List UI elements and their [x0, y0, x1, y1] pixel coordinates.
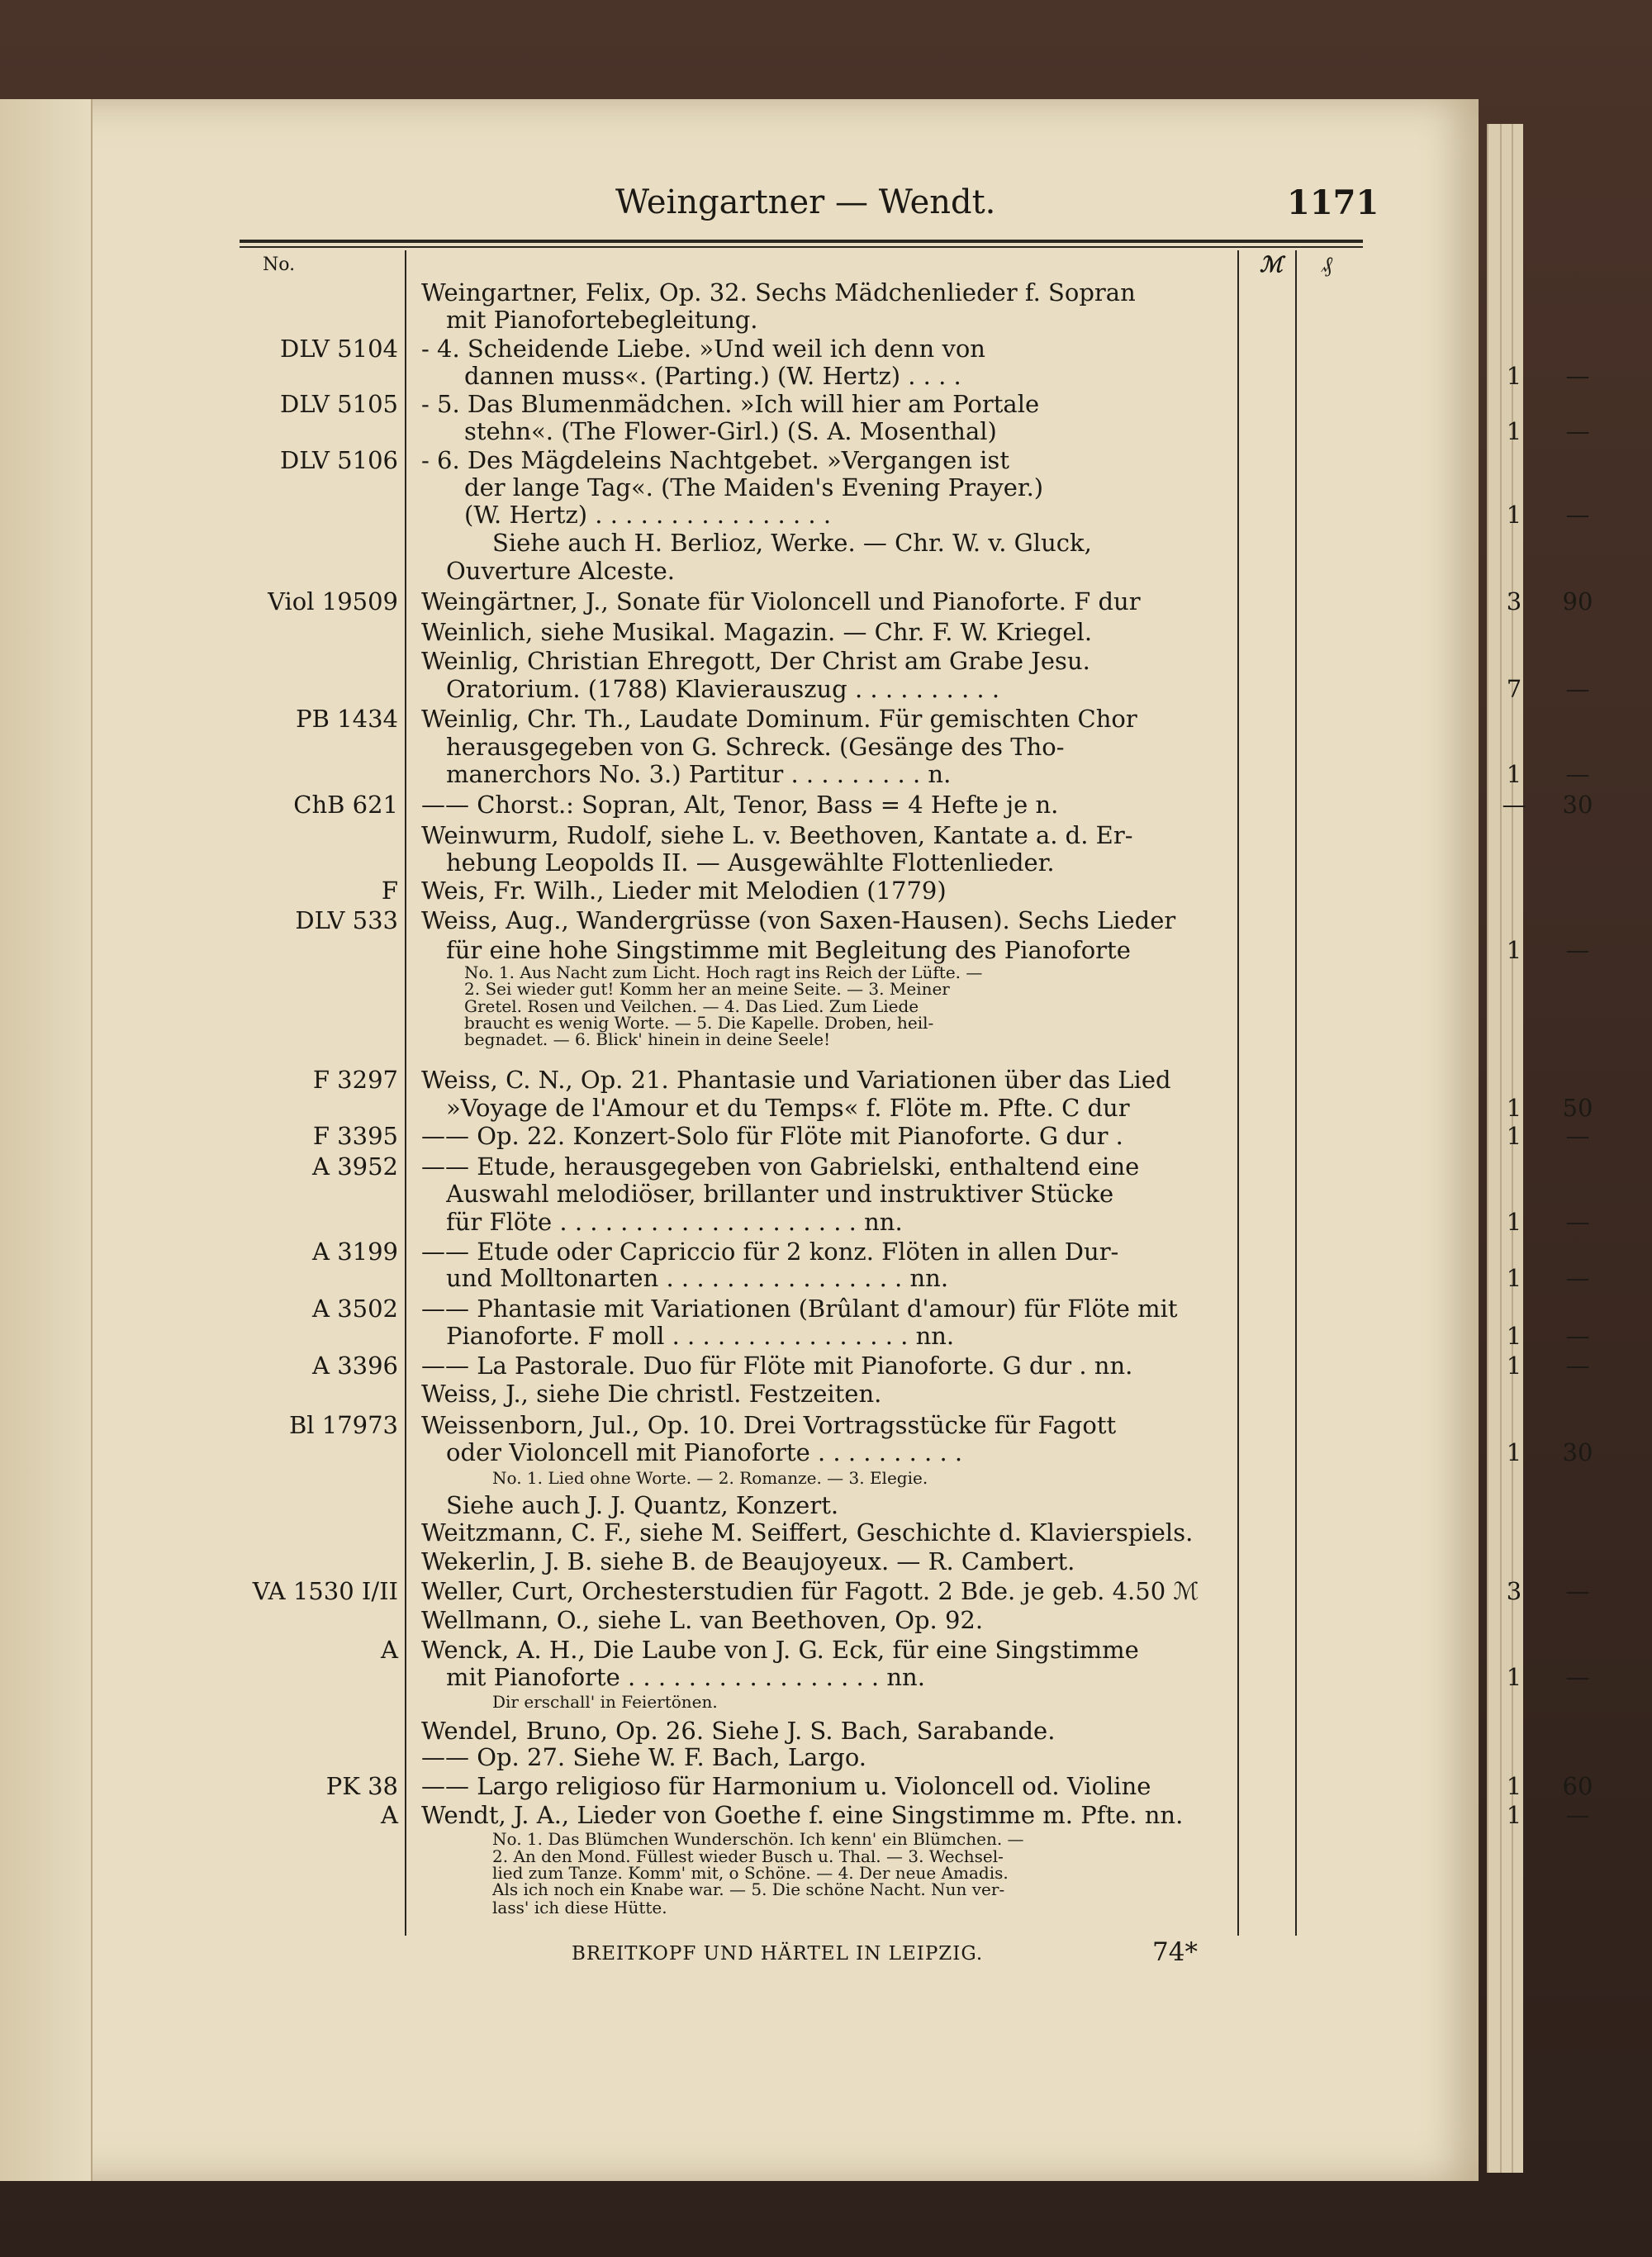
- catalog-row: [248, 1122, 1590, 1150]
- price-pfennig: —: [1565, 1352, 1590, 1380]
- entry-text: dannen muss«. (Parting.) (W. Hertz) . . . .: [464, 362, 961, 390]
- catalog-row: [248, 618, 1363, 646]
- catalog-number: VA 1530 I/II: [252, 1577, 398, 1605]
- catalog-row: [248, 1692, 1363, 1712]
- price-mark: 1: [1506, 1352, 1522, 1380]
- catalog-row: [248, 1743, 1363, 1771]
- catalog-number: A 3396: [312, 1352, 398, 1380]
- entry-text: Wendt, J. A., Lieder von Goethe f. eine Singstimme m. Pfte. nn.: [421, 1801, 1184, 1829]
- catalog-row: [248, 1238, 1363, 1266]
- catalog-row: [248, 390, 1363, 418]
- entry-text: —— Op. 22. Konzert-Solo für Flöte mit Pianoforte. G dur .: [421, 1122, 1123, 1150]
- catalog-row: [248, 1468, 1363, 1488]
- catalog-row: [248, 557, 1363, 585]
- catalog-number: A 3502: [312, 1295, 398, 1323]
- publisher-footer: BREITKOPF UND HÄRTEL IN LEIPZIG.: [572, 1943, 984, 1965]
- entry-text: für Flöte . . . . . . . . . . . . . . . . . . . . nn.: [446, 1208, 903, 1236]
- catalog-number: A 3952: [312, 1152, 398, 1181]
- price-pfennig: 30: [1562, 1438, 1593, 1466]
- entry-text: Weller, Curt, Orchesterstudien für Fagott. 2 Bde. je geb. 4.50 ℳ: [421, 1577, 1199, 1605]
- catalog-number: ChB 621: [293, 791, 398, 819]
- catalog-number: PB 1434: [296, 705, 398, 733]
- catalog-number: A: [381, 1636, 398, 1664]
- entry-text: mit Pianofortebegleitung.: [446, 306, 758, 334]
- price-mark: 1: [1506, 1264, 1522, 1292]
- column-header-mark: ℳ: [1260, 253, 1283, 278]
- catalog-row: [248, 1898, 1363, 1917]
- catalog-row: [248, 501, 1590, 529]
- catalog-row: [248, 1438, 1593, 1466]
- running-head: Weingartner — Wendt.: [615, 183, 996, 221]
- price-mark: 1: [1506, 1094, 1522, 1122]
- catalog-row: [248, 1208, 1590, 1236]
- catalog-row: [248, 1717, 1363, 1745]
- entry-text: stehn«. (The Flower-Girl.) (S. A. Mosenthal): [464, 417, 997, 445]
- price-mark: 1: [1506, 1322, 1522, 1350]
- entry-text: Weinlich, siehe Musikal. Magazin. — Chr. F. W. Kriegel.: [421, 618, 1093, 646]
- catalog-row: [248, 473, 1363, 501]
- catalog-row: [248, 936, 1590, 964]
- catalog-row: [248, 733, 1363, 761]
- entry-text: Als ich noch ein Knabe war. — 5. Die schöne Nacht. Nun ver-: [492, 1879, 1005, 1899]
- price-pfennig: —: [1565, 1663, 1590, 1691]
- entry-text: Siehe auch J. J. Quantz, Konzert.: [446, 1491, 839, 1519]
- catalog-row: [248, 1879, 1363, 1899]
- price-pfennig: 90: [1562, 587, 1593, 615]
- price-pfennig: —: [1565, 1801, 1590, 1829]
- catalog-number: F: [381, 877, 398, 905]
- entry-text: mit Pianoforte . . . . . . . . . . . . . . . . . nn.: [446, 1663, 925, 1691]
- entry-text: —— Etude oder Capriccio für 2 konz. Flöten in allen Dur-: [421, 1238, 1119, 1266]
- price-pfennig: —: [1565, 1264, 1590, 1292]
- entry-text: manerchors No. 3.) Partitur . . . . . . . . . n.: [446, 760, 952, 788]
- entry-text: No. 1. Das Blümchen Wunderschön. Ich kenn' ein Blümchen. —: [492, 1829, 1024, 1849]
- entry-text: oder Violoncell mit Pianoforte . . . . . . . . . .: [446, 1438, 963, 1466]
- catalog-row: [248, 705, 1363, 733]
- entry-text: Ouverture Alceste.: [446, 557, 675, 585]
- price-mark: 1: [1506, 936, 1522, 964]
- catalog-row: [248, 1663, 1590, 1691]
- entry-text: Wenck, A. H., Die Laube von J. G. Eck, für eine Singstimme: [421, 1636, 1139, 1664]
- column-header-no: No.: [263, 254, 296, 275]
- entry-text: Weinlig, Chr. Th., Laudate Dominum. Für gemischten Chor: [421, 705, 1137, 733]
- price-pfennig: —: [1565, 1322, 1590, 1350]
- catalog-row: [248, 1322, 1590, 1350]
- entry-text: Wellmann, O., siehe L. van Beethoven, Op. 92.: [421, 1606, 984, 1634]
- price-pfennig: 30: [1562, 791, 1593, 819]
- catalog-number: F 3395: [312, 1122, 398, 1150]
- entry-text: Weiss, C. N., Op. 21. Phantasie und Variationen über das Lied: [421, 1066, 1171, 1094]
- catalog-row: [248, 791, 1593, 819]
- price-mark: 3: [1506, 1577, 1522, 1605]
- price-mark: 1: [1506, 1663, 1522, 1691]
- entry-text: —— Etude, herausgegeben von Gabrielski, enthaltend eine: [421, 1152, 1140, 1181]
- column-header-pfennig: ₰: [1322, 253, 1332, 278]
- catalog-number: DLV 533: [295, 906, 398, 934]
- catalog-number: PK 38: [325, 1772, 398, 1800]
- catalog-row: [248, 1094, 1593, 1122]
- catalog-row: [248, 1066, 1363, 1094]
- catalog-row: [248, 1518, 1363, 1547]
- catalog-row: [248, 1380, 1363, 1408]
- page-gutter: [0, 99, 93, 2181]
- catalog-row: [248, 760, 1590, 788]
- catalog-row: [248, 1152, 1363, 1181]
- catalog-number: A 3199: [312, 1238, 398, 1266]
- catalog-row: [248, 647, 1363, 675]
- price-pfennig: —: [1565, 1122, 1590, 1150]
- entry-text: Weinlig, Christian Ehregott, Der Christ am Grabe Jesu.: [421, 647, 1090, 675]
- catalog-row: [248, 821, 1363, 849]
- catalog-row: [248, 1606, 1363, 1634]
- catalog-number: Bl 17973: [288, 1411, 398, 1439]
- catalog-row: [248, 587, 1593, 615]
- catalog-row: [248, 529, 1363, 557]
- catalog-row: [248, 1352, 1590, 1380]
- catalog-row: [248, 362, 1590, 390]
- entry-text: hebung Leopolds II. — Ausgewählte Flottenlieder.: [446, 848, 1055, 877]
- entry-text: —— La Pastorale. Duo für Flöte mit Pianoforte. G dur . nn.: [421, 1352, 1133, 1380]
- price-pfennig: —: [1565, 362, 1590, 390]
- catalog-number: DLV 5104: [279, 335, 398, 363]
- entry-text: —— Largo religioso für Harmonium u. Violoncell od. Violine: [421, 1772, 1151, 1800]
- entry-text: Gretel. Rosen und Veilchen. — 4. Das Lied. Zum Liede: [464, 996, 919, 1016]
- entry-text: - 5. Das Blumenmädchen. »Ich will hier am Portale: [421, 390, 1040, 418]
- catalog-row: [248, 675, 1590, 703]
- entry-text: —— Phantasie mit Variationen (Brûlant d'amour) für Flöte mit: [421, 1295, 1178, 1323]
- entry-text: Wekerlin, J. B. siehe B. de Beaujoyeux. — R. Cambert.: [421, 1547, 1075, 1575]
- entry-text: No. 1. Aus Nacht zum Licht. Hoch ragt ins Reich der Lüfte. —: [464, 962, 983, 982]
- catalog-row: [248, 1636, 1363, 1664]
- entry-text: - 4. Scheidende Liebe. »Und weil ich denn von: [421, 335, 985, 363]
- catalog-row: [248, 877, 1363, 905]
- catalog-row: [248, 848, 1363, 877]
- price-pfennig: —: [1565, 675, 1590, 703]
- entry-text: Weingärtner, J., Sonate für Violoncell und Pianoforte. F dur: [421, 587, 1141, 615]
- entry-text: Oratorium. (1788) Klavierauszug . . . . . . . . . .: [446, 675, 1000, 703]
- price-pfennig: —: [1565, 760, 1590, 788]
- header-rule: [240, 240, 1363, 243]
- entry-text: Weingartner, Felix, Op. 32. Sechs Mädchenlieder f. Sopran: [421, 278, 1136, 306]
- price-mark: 1: [1506, 1122, 1522, 1150]
- entry-text: Dir erschall' in Feiertönen.: [492, 1692, 718, 1712]
- price-pfennig: —: [1565, 501, 1590, 529]
- catalog-row: [248, 1491, 1363, 1519]
- entry-text: 2. An den Mond. Füllest wieder Busch u. Thal. — 3. Wechsel-: [492, 1846, 1004, 1866]
- catalog-row: [248, 906, 1363, 934]
- catalog-row: [248, 1411, 1363, 1439]
- entry-text: der lange Tag«. (The Maiden's Evening Prayer.): [464, 473, 1044, 501]
- price-mark: 1: [1506, 1208, 1522, 1236]
- entry-text: für eine hohe Singstimme mit Begleitung des Pianoforte: [446, 936, 1131, 964]
- entry-text: Pianoforte. F moll . . . . . . . . . . . . . . . . nn.: [446, 1322, 955, 1350]
- price-pfennig: 50: [1562, 1094, 1593, 1122]
- price-mark: 1: [1506, 362, 1522, 390]
- catalog-row: [248, 1577, 1590, 1605]
- entry-text: braucht es wenig Worte. — 5. Die Kapelle. Droben, heil-: [464, 1013, 934, 1033]
- catalog-number: DLV 5106: [279, 446, 398, 474]
- entry-text: und Molltonarten . . . . . . . . . . . . . . . . nn.: [446, 1264, 949, 1292]
- entry-text: —— Chorst.: Sopran, Alt, Tenor, Bass = 4 Hefte je n.: [421, 791, 1059, 819]
- catalog-row: [248, 1772, 1593, 1800]
- catalog-row: [248, 306, 1363, 334]
- entry-text: —— Op. 27. Siehe W. F. Bach, Largo.: [421, 1743, 867, 1771]
- signature-mark: 74*: [1152, 1937, 1198, 1967]
- entry-text: Auswahl melodiöser, brillanter und instruktiver Stücke: [446, 1180, 1114, 1208]
- price-mark: 1: [1506, 1438, 1522, 1466]
- catalog-row: [248, 1029, 1363, 1049]
- price-mark: 1: [1506, 1801, 1522, 1829]
- entry-text: No. 1. Lied ohne Worte. — 2. Romanze. — 3. Elegie.: [492, 1468, 928, 1488]
- entry-text: Weitzmann, C. F., siehe M. Seiffert, Geschichte d. Klavierspiels.: [421, 1518, 1194, 1547]
- entry-text: herausgegeben von G. Schreck. (Gesänge des Tho-: [446, 733, 1065, 761]
- page-number: 1171: [1287, 183, 1379, 222]
- catalog-row: [248, 1547, 1363, 1575]
- catalog-row: [248, 417, 1590, 445]
- price-pfennig: —: [1565, 1577, 1590, 1605]
- entry-text: Weis, Fr. Wilh., Lieder mit Melodien (1779): [421, 877, 947, 905]
- price-pfennig: 60: [1562, 1772, 1593, 1800]
- catalog-row: [248, 1180, 1363, 1208]
- catalog-row: [248, 335, 1363, 363]
- header-rule: [240, 246, 1363, 248]
- price-mark: —: [1502, 791, 1526, 819]
- catalog-row: [248, 1264, 1590, 1292]
- price-pfennig: —: [1565, 936, 1590, 964]
- price-mark: 1: [1506, 417, 1522, 445]
- catalog-row: [248, 446, 1363, 474]
- catalog-row: [248, 1295, 1363, 1323]
- entry-text: lied zum Tanze. Komm' mit, o Schöne. — 4. Der neue Amadis.: [492, 1863, 1009, 1883]
- entry-text: - 6. Des Mägdeleins Nachtgebet. »Vergangen ist: [421, 446, 1009, 474]
- entry-text: 2. Sei wieder gut! Komm her an meine Seite. — 3. Meiner: [464, 979, 950, 999]
- catalog-number: A: [381, 1801, 398, 1829]
- price-mark: 3: [1506, 587, 1522, 615]
- entry-text: »Voyage de l'Amour et du Temps« f. Flöte m. Pfte. C dur: [446, 1094, 1130, 1122]
- price-mark: 1: [1506, 501, 1522, 529]
- entry-text: Siehe auch H. Berlioz, Werke. — Chr. W. v. Gluck,: [492, 529, 1092, 557]
- price-pfennig: —: [1565, 1208, 1590, 1236]
- price-mark: 1: [1506, 1772, 1522, 1800]
- price-pfennig: —: [1565, 417, 1590, 445]
- entry-text: begnadet. — 6. Blick' hinein in deine Seele!: [464, 1029, 831, 1049]
- entry-text: Weiss, J., siehe Die christl. Festzeiten.: [421, 1380, 882, 1408]
- price-mark: 7: [1506, 675, 1522, 703]
- catalog-number: DLV 5105: [279, 390, 398, 418]
- entry-text: Weissenborn, Jul., Op. 10. Drei Vortragsstücke für Fagott: [421, 1411, 1117, 1439]
- entry-text: (W. Hertz) . . . . . . . . . . . . . . . .: [464, 501, 832, 529]
- entry-text: Wendel, Bruno, Op. 26. Siehe J. S. Bach, Sarabande.: [421, 1717, 1056, 1745]
- entry-text: Weiss, Aug., Wandergrüsse (von Saxen-Hausen). Sechs Lieder: [421, 906, 1176, 934]
- entry-text: Weinwurm, Rudolf, siehe L. v. Beethoven, Kantate a. d. Er-: [421, 821, 1133, 849]
- price-mark: 1: [1506, 760, 1522, 788]
- catalog-number: Viol 19509: [268, 587, 398, 615]
- catalog-row: [248, 278, 1363, 306]
- catalog-number: F 3297: [312, 1066, 398, 1094]
- entry-text: lass' ich diese Hütte.: [492, 1898, 667, 1917]
- catalog-row: [248, 1801, 1590, 1829]
